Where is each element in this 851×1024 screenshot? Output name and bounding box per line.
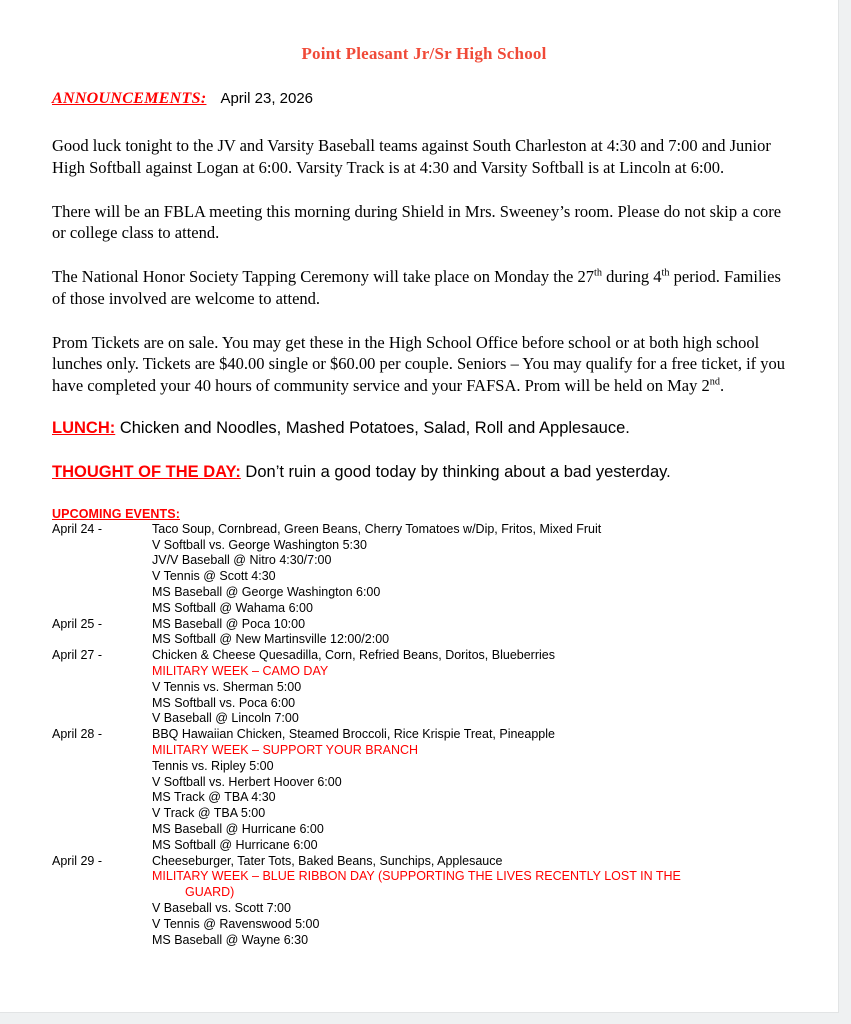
nhs-text-1: The National Honor Society Tapping Ceremony will take place on Monday the 27 (52, 267, 594, 287)
event-date: April 25 - (52, 616, 103, 631)
event-lines (152, 522, 796, 617)
upcoming-events-label: UPCOMING EVENTS: (52, 506, 180, 521)
lunch-label: LUNCH: (52, 418, 116, 437)
event-line: MS Baseball @ Hurricane 6:00 (152, 822, 324, 837)
event-lines (152, 648, 796, 727)
announcements-date: April 23, 2026 (220, 90, 314, 107)
event-line: MS Track @ TBA 4:30 (152, 790, 276, 805)
event-line-military-week: MILITARY WEEK – CAMO DAY (152, 664, 329, 679)
nhs-sup-1: th (594, 267, 602, 279)
paragraph-sports-goodluck: Good luck tonight to the JV and Varsity Baseball teams against South Charleston at 4:30 and 7:00 and Junior High Softball against Logan at 6:00. Varsity Track is at 4:30 and Varsity Softball is at Lincoln at 6:00. (52, 136, 771, 177)
event-line: MS Baseball @ George Washington 6:00 (152, 585, 381, 600)
event-line-military-week: MILITARY WEEK – SUPPORT YOUR BRANCH (152, 743, 419, 758)
announcements-label: ANNOUNCEMENTS: (52, 90, 207, 107)
event-date: April 29 - (52, 853, 103, 868)
prom-text-2: . (719, 376, 725, 396)
event-line: V Softball vs. Herbert Hoover 6:00 (152, 774, 342, 789)
paragraph-prom-tickets (52, 332, 796, 397)
thought-of-the-day-line (52, 463, 796, 482)
event-date: April 24 - (52, 521, 103, 536)
event-line: MS Baseball @ Poca 10:00 (152, 616, 306, 631)
event-date: April 27 - (52, 648, 103, 663)
event-line: Chicken & Cheese Quesadilla, Corn, Refried Beans, Doritos, Blueberries (152, 648, 555, 663)
paragraph-fbla-meeting: There will be an FBLA meeting this morning during Shield in Mrs. Sweeney’s room. Please do not skip a core or college class to attend. (52, 201, 782, 243)
event-line: BBQ Hawaiian Chicken, Steamed Broccoli, Rice Krispie Treat, Pineapple (152, 727, 555, 742)
event-line: V Tennis vs. Sherman 5:00 (152, 679, 302, 694)
event-row (52, 727, 796, 853)
event-line-military-week: MILITARY WEEK – BLUE RIBBON DAY (SUPPORTING THE LIVES RECENTLY LOST IN THE (152, 869, 681, 884)
upcoming-events-section (52, 507, 796, 949)
event-lines (152, 854, 796, 949)
event-line: V Baseball @ Lincoln 7:00 (152, 711, 299, 726)
event-lines (152, 727, 796, 853)
prom-sup-1: nd (709, 376, 720, 388)
event-row (52, 617, 796, 649)
event-row (52, 854, 796, 949)
event-line: MS Baseball @ Wayne 6:30 (152, 932, 309, 947)
nhs-text-3: period. Families of those involved are welcome to attend. (52, 267, 781, 308)
event-line: Taco Soup, Cornbread, Green Beans, Cherry Tomatoes w/Dip, Fritos, Mixed Fruit (152, 521, 602, 536)
event-line: Tennis vs. Ripley 5:00 (152, 758, 274, 773)
event-line: MS Softball @ New Martinsville 12:00/2:00 (152, 632, 390, 647)
nhs-text-2: during 4 (601, 267, 662, 287)
nhs-sup-2: th (661, 267, 670, 279)
prom-text-1: Prom Tickets are on sale. You may get these in the High School Office before school or at both high school lunches only. Tickets are $40.00 single or $60.00 per couple. Seniors – You may qualify for a free ticket, if you have completed your 40 hours of community service and your FAFSA. Prom will be held on May 2 (52, 332, 786, 396)
event-line: V Tennis @ Scott 4:30 (152, 569, 276, 584)
event-line: MS Softball vs. Poca 6:00 (152, 695, 296, 710)
event-line: V Tennis @ Ravenswood 5:00 (152, 916, 320, 931)
events-list (52, 522, 796, 949)
lunch-text: Chicken and Noodles, Mashed Potatoes, Salad, Roll and Applesauce. (115, 418, 630, 437)
lunch-line (52, 419, 796, 438)
event-row (52, 648, 796, 727)
event-row (52, 522, 796, 617)
event-line: V Track @ TBA 5:00 (152, 806, 266, 821)
event-date: April 28 - (52, 727, 103, 742)
page-title: Point Pleasant Jr/Sr High School (301, 44, 547, 63)
event-lines (152, 617, 796, 649)
event-line: MS Softball @ Wahama 6:00 (152, 600, 313, 615)
event-line: Cheeseburger, Tater Tots, Baked Beans, Sunchips, Applesauce (152, 853, 503, 868)
event-line-military-week: GUARD) (185, 885, 235, 900)
paragraph-nhs-ceremony (52, 266, 796, 310)
thought-label: THOUGHT OF THE DAY: (52, 462, 241, 481)
announcements-header (52, 90, 796, 108)
thought-text: Don’t ruin a good today by thinking about a bad yesterday. (240, 462, 671, 481)
event-line: V Softball vs. George Washington 5:30 (152, 537, 367, 552)
event-line: MS Softball @ Hurricane 6:00 (152, 837, 318, 852)
event-line: JV/V Baseball @ Nitro 4:30/7:00 (152, 553, 332, 568)
event-line: V Baseball vs. Scott 7:00 (152, 901, 291, 916)
